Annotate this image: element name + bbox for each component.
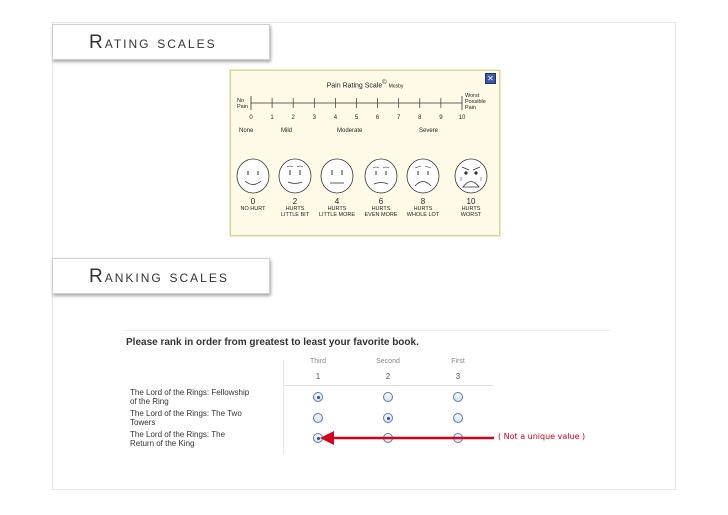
face-no-hurt-icon xyxy=(235,157,271,195)
validation-error-message: ( Not a unique value ) xyxy=(498,432,586,441)
face-label-4: 4 HURTS LITTLE MORE xyxy=(318,197,356,218)
pain-scale-title: Pain Rating Scale© Mosby xyxy=(326,80,404,90)
column-divider xyxy=(283,360,284,455)
scale-tick-label: 10 xyxy=(458,115,466,121)
radio-fellowship-first[interactable] xyxy=(453,392,463,402)
face-label-8: 8 HURTS WHOLE LOT xyxy=(406,197,440,218)
face-hurts-little-more-icon xyxy=(319,157,355,195)
band-moderate: Moderate xyxy=(337,128,363,134)
row-label-fellowship: The Lord of the Rings: Fellowship of the Ring xyxy=(130,388,250,406)
scale-tick-label: 8 xyxy=(418,115,422,121)
scale-tick-label: 3 xyxy=(312,115,316,121)
column-header-third: Third xyxy=(310,358,326,365)
error-arrow-icon xyxy=(318,428,498,448)
scale-tick-label: 7 xyxy=(397,115,401,121)
face-hurts-worst-icon xyxy=(453,157,489,195)
column-header-first: First xyxy=(451,358,465,365)
radio-two-towers-third[interactable] xyxy=(313,413,323,423)
column-number-1: 1 xyxy=(315,372,321,381)
scale-tick-label: 2 xyxy=(291,115,295,121)
band-severe: Severe xyxy=(419,128,439,134)
radio-two-towers-second[interactable] xyxy=(383,413,393,423)
close-icon[interactable]: ✕ xyxy=(485,73,496,84)
ranking-scales-heading: Ranking scales xyxy=(52,258,270,294)
face-label-10: 10 HURTS WORST xyxy=(460,197,482,218)
band-none: None xyxy=(239,128,254,134)
scale-tick-label: 0 xyxy=(249,115,253,121)
face-label-2: 2 HURTS LITTLE BIT xyxy=(280,197,310,218)
scale-tick-label: 1 xyxy=(270,115,274,121)
scale-tick-label: 9 xyxy=(439,115,443,121)
pain-scale-ruler xyxy=(231,91,501,151)
row-label-return-of-the-king: The Lord of the Rings: The Return of the King xyxy=(130,430,226,448)
face-hurts-little-bit-icon xyxy=(277,157,313,195)
pain-rating-scale-card xyxy=(230,70,500,236)
row-label-two-towers: The Lord of the Rings: The Two Towers xyxy=(130,409,242,427)
face-label-0: 0 NO HURT xyxy=(240,197,266,212)
no-pain-label: No Pain xyxy=(237,98,249,110)
face-hurts-whole-lot-icon xyxy=(405,157,441,195)
band-mild: Mild xyxy=(281,128,293,134)
column-number-2: 2 xyxy=(385,372,391,381)
scale-tick-label: 6 xyxy=(375,115,380,121)
divider xyxy=(123,330,610,331)
radio-two-towers-first[interactable] xyxy=(453,413,463,423)
face-label-6: 6 HURTS EVEN MORE xyxy=(364,197,398,218)
header-divider xyxy=(283,385,493,386)
radio-fellowship-second[interactable] xyxy=(383,392,393,402)
ranking-question-text: Please rank in order from greatest to least your favorite book. xyxy=(126,337,419,348)
face-hurts-even-more-icon xyxy=(363,157,399,195)
column-header-second: Second xyxy=(376,358,400,365)
ranking-question-panel xyxy=(120,330,610,455)
worst-pain-label: Worst Possible Pain xyxy=(465,93,486,111)
scale-tick-label: 5 xyxy=(354,115,359,121)
scale-tick-label: 4 xyxy=(333,115,338,121)
radio-fellowship-third[interactable] xyxy=(313,392,323,402)
rating-scales-heading: Rating scales xyxy=(52,24,270,60)
column-number-3: 3 xyxy=(455,372,461,381)
